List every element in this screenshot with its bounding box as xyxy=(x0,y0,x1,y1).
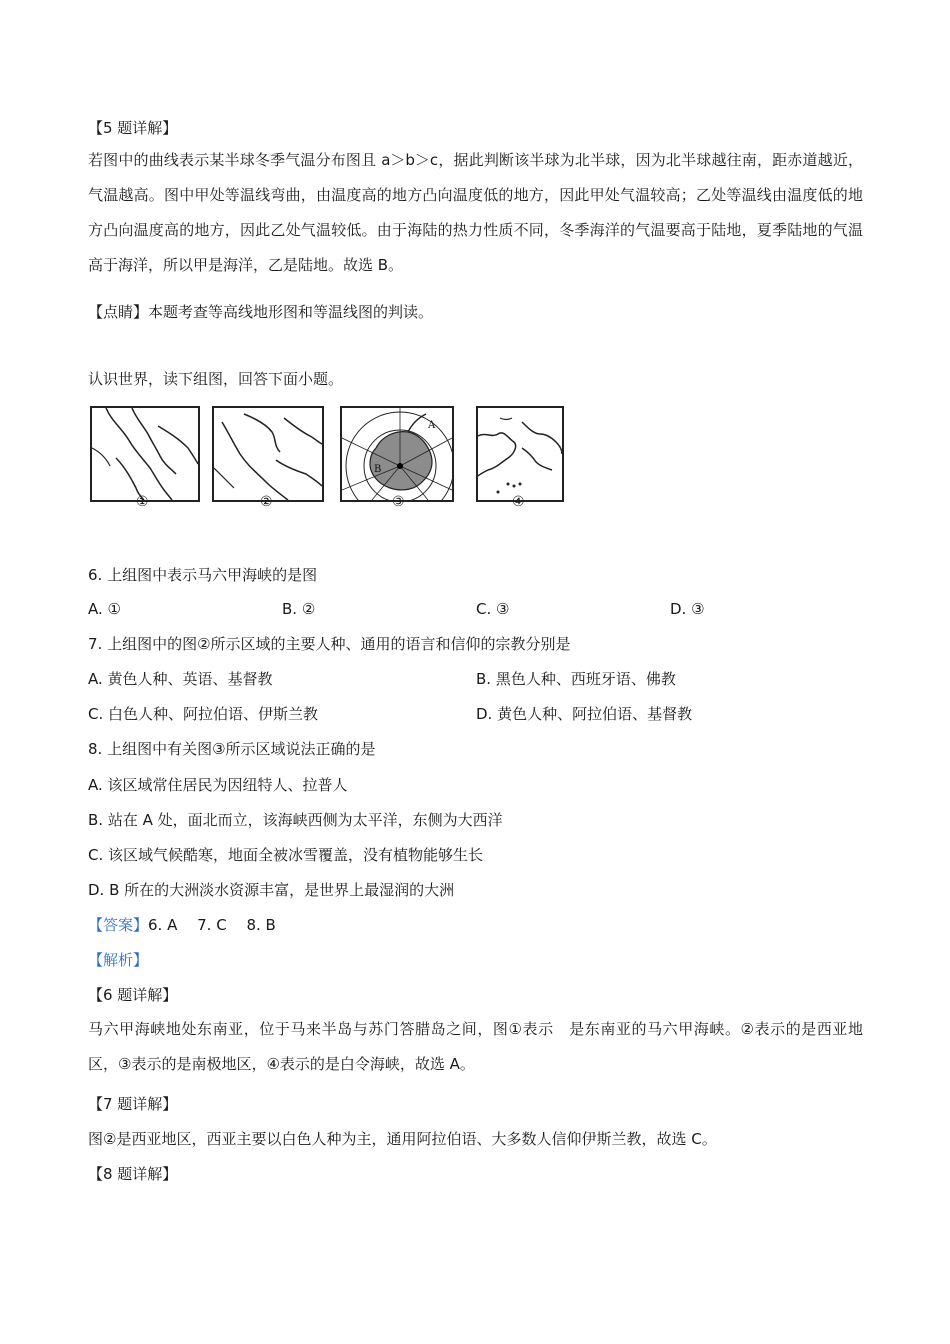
q7-option-a: A. 黄色人种、英语、基督教 xyxy=(88,670,273,688)
q8-option-b: B. 站在 A 处，面北而立，该海峡西侧为太平洋，东侧为大西洋 xyxy=(88,811,503,829)
map-4-bering-strait xyxy=(476,406,564,502)
sec5-heading: 【5 题详解】 xyxy=(88,119,178,137)
q8-option-d: D. B 所在的大洲淡水资源丰富，是世界上最湿润的大洲 xyxy=(88,881,455,899)
q6-option-c: C. ③ xyxy=(476,600,510,618)
sec5-tip: 【点睛】本题考查等高线地形图和等温线图的判读。 xyxy=(88,303,434,321)
intro-text: 认识世界，读下组图，回答下面小题。 xyxy=(88,370,344,388)
q6-option-a: A. ① xyxy=(88,600,121,618)
q7-option-d: D. 黄色人种、阿拉伯语、基督教 xyxy=(476,705,693,723)
map-label-1: ① xyxy=(136,494,149,510)
map-3-letter-b: B xyxy=(374,464,382,475)
q7-option-b: B. 黑色人种、西班牙语、佛教 xyxy=(476,670,676,688)
map-3-antarctica xyxy=(340,406,454,502)
sec6-paragraph: 马六甲海峡地处东南亚，位于马来半岛与苏门答腊岛之间，图①表示 是东南亚的马六甲海峡。②表示的是西亚地区，③表示的是南极地区，④表示的是白令海峡，故选 A。 xyxy=(88,1020,863,1073)
answer-text: 6. A 7. C 8. B xyxy=(148,916,276,934)
sec5-paragraph: 若图中的曲线表示某半球冬季气温分布图且 a＞b＞c，据此判断该半球为北半球，因为北半球越往南，距赤道越近，气温越高。图中甲处等温线弯曲，由温度高的地方凸向温度低的地方，因此甲处气温较高；乙处等温线由温度低的地方凸向温度高的地方，因此乙处气温较低。由于海陆的热力性质不同，冬季海洋的气温要高于陆地，夏季陆地的气温高于海洋，所以甲是海洋，乙是陆地。故选 B。 xyxy=(88,151,863,274)
map-label-4: ④ xyxy=(512,494,525,510)
map-label-2: ② xyxy=(260,494,273,510)
map-2-west-asia xyxy=(212,406,324,502)
answer-line xyxy=(88,914,276,936)
q7-stem: 7. 上组图中的图②所示区域的主要人种、通用的语言和信仰的宗教分别是 xyxy=(88,635,571,653)
analysis-label: 【解析】 xyxy=(88,951,149,969)
sec6-heading: 【6 题详解】 xyxy=(88,986,178,1004)
map-group xyxy=(88,398,568,518)
map-1-strait-of-malacca xyxy=(90,406,200,502)
q6-stem: 6. 上组图中表示马六甲海峡的是图 xyxy=(88,566,318,584)
sec8-heading: 【8 题详解】 xyxy=(88,1165,178,1183)
q6-option-d: D. ③ xyxy=(670,600,705,618)
q6-option-b: B. ② xyxy=(282,600,316,618)
q8-option-a: A. 该区域常住居民为因纽特人、拉普人 xyxy=(88,776,348,794)
sec7-paragraph: 图②是西亚地区，西亚主要以白色人种为主，通用阿拉伯语、大多数人信仰伊斯兰教，故选 C。 xyxy=(88,1130,717,1148)
q7-option-c: C. 白色人种、阿拉伯语、伊斯兰教 xyxy=(88,705,319,723)
map-label-3: ③ xyxy=(392,494,405,510)
q8-option-c: C. 该区域气候酷寒，地面全被冰雪覆盖，没有植物能够生长 xyxy=(88,846,484,864)
answer-label: 【答案】 xyxy=(88,916,149,934)
map-3-letter-a: A xyxy=(428,420,436,431)
q8-stem: 8. 上组图中有关图③所示区域说法正确的是 xyxy=(88,740,376,758)
sec7-heading: 【7 题详解】 xyxy=(88,1095,178,1113)
